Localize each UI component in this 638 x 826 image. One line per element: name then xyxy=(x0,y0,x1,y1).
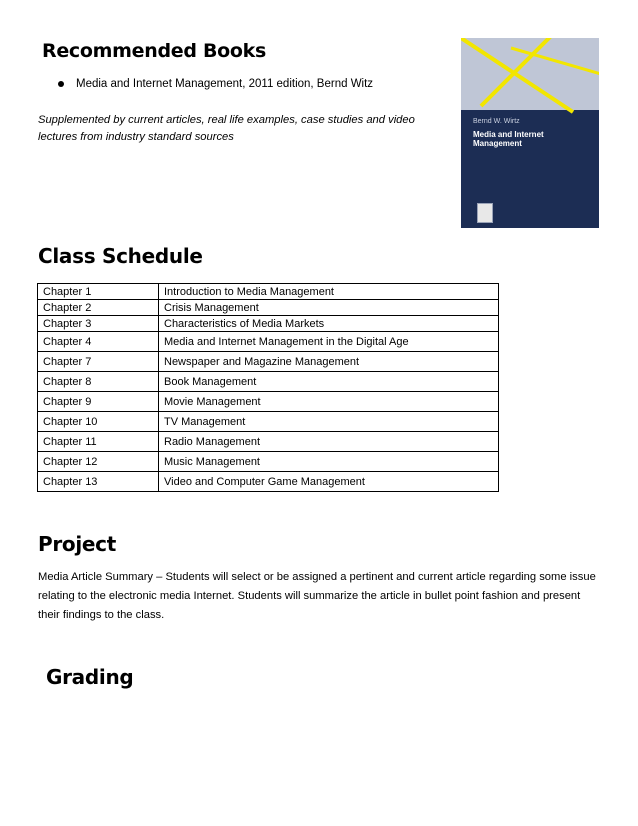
table-row xyxy=(38,452,499,472)
chapter-cell: Chapter 4 xyxy=(38,332,159,352)
table-row xyxy=(38,332,499,352)
topic-cell: Newspaper and Magazine Management xyxy=(159,352,499,372)
schedule-table xyxy=(37,283,499,492)
supplement-note: Supplemented by current articles, real life examples, case studies and video lectures from industry standard sources xyxy=(38,114,415,143)
table-row xyxy=(38,300,499,316)
chapter-cell: Chapter 11 xyxy=(38,432,159,452)
book-cover-image xyxy=(461,38,599,228)
topic-cell: Crisis Management xyxy=(159,300,499,316)
table-row xyxy=(38,316,499,332)
chapter-cell: Chapter 13 xyxy=(38,472,159,492)
topic-cell: TV Management xyxy=(159,412,499,432)
grading-heading: Grading xyxy=(46,665,134,689)
chapter-cell: Chapter 9 xyxy=(38,392,159,412)
table-row xyxy=(38,284,499,300)
table-row xyxy=(38,412,499,432)
topic-cell: Movie Management xyxy=(159,392,499,412)
cover-author: Bernd W. Wirtz xyxy=(473,118,520,125)
chapter-cell: Chapter 2 xyxy=(38,300,159,316)
chapter-cell: Chapter 10 xyxy=(38,412,159,432)
topic-cell: Video and Computer Game Management xyxy=(159,472,499,492)
topic-cell: Book Management xyxy=(159,372,499,392)
table-row xyxy=(38,432,499,452)
table-row xyxy=(38,352,499,372)
class-schedule-heading: Class Schedule xyxy=(38,244,203,268)
chapter-cell: Chapter 3 xyxy=(38,316,159,332)
table-row xyxy=(38,392,499,412)
topic-cell: Introduction to Media Management xyxy=(159,284,499,300)
topic-cell: Radio Management xyxy=(159,432,499,452)
bullet-icon xyxy=(58,81,64,87)
topic-cell: Music Management xyxy=(159,452,499,472)
project-heading: Project xyxy=(38,532,116,556)
chapter-cell: Chapter 7 xyxy=(38,352,159,372)
publisher-logo-icon xyxy=(477,203,493,223)
table-row xyxy=(38,472,499,492)
chapter-cell: Chapter 12 xyxy=(38,452,159,472)
project-description: Media Article Summary – Students will select or be assigned a pertinent and current article regarding some issue relating to the electronic media Internet. Students will summarize the article in bullet point fashion and present their findings to the class. xyxy=(38,571,596,621)
cover-title: Media and Internet Management xyxy=(473,130,544,148)
table-row xyxy=(38,372,499,392)
topic-cell: Characteristics of Media Markets xyxy=(159,316,499,332)
book-list-item xyxy=(58,78,373,90)
book-list-item-text: Media and Internet Management, 2011 edition, Bernd Witz xyxy=(76,78,374,90)
topic-cell: Media and Internet Management in the Digital Age xyxy=(159,332,499,352)
recommended-books-heading: Recommended Books xyxy=(42,40,266,62)
chapter-cell: Chapter 8 xyxy=(38,372,159,392)
chapter-cell: Chapter 1 xyxy=(38,284,159,300)
